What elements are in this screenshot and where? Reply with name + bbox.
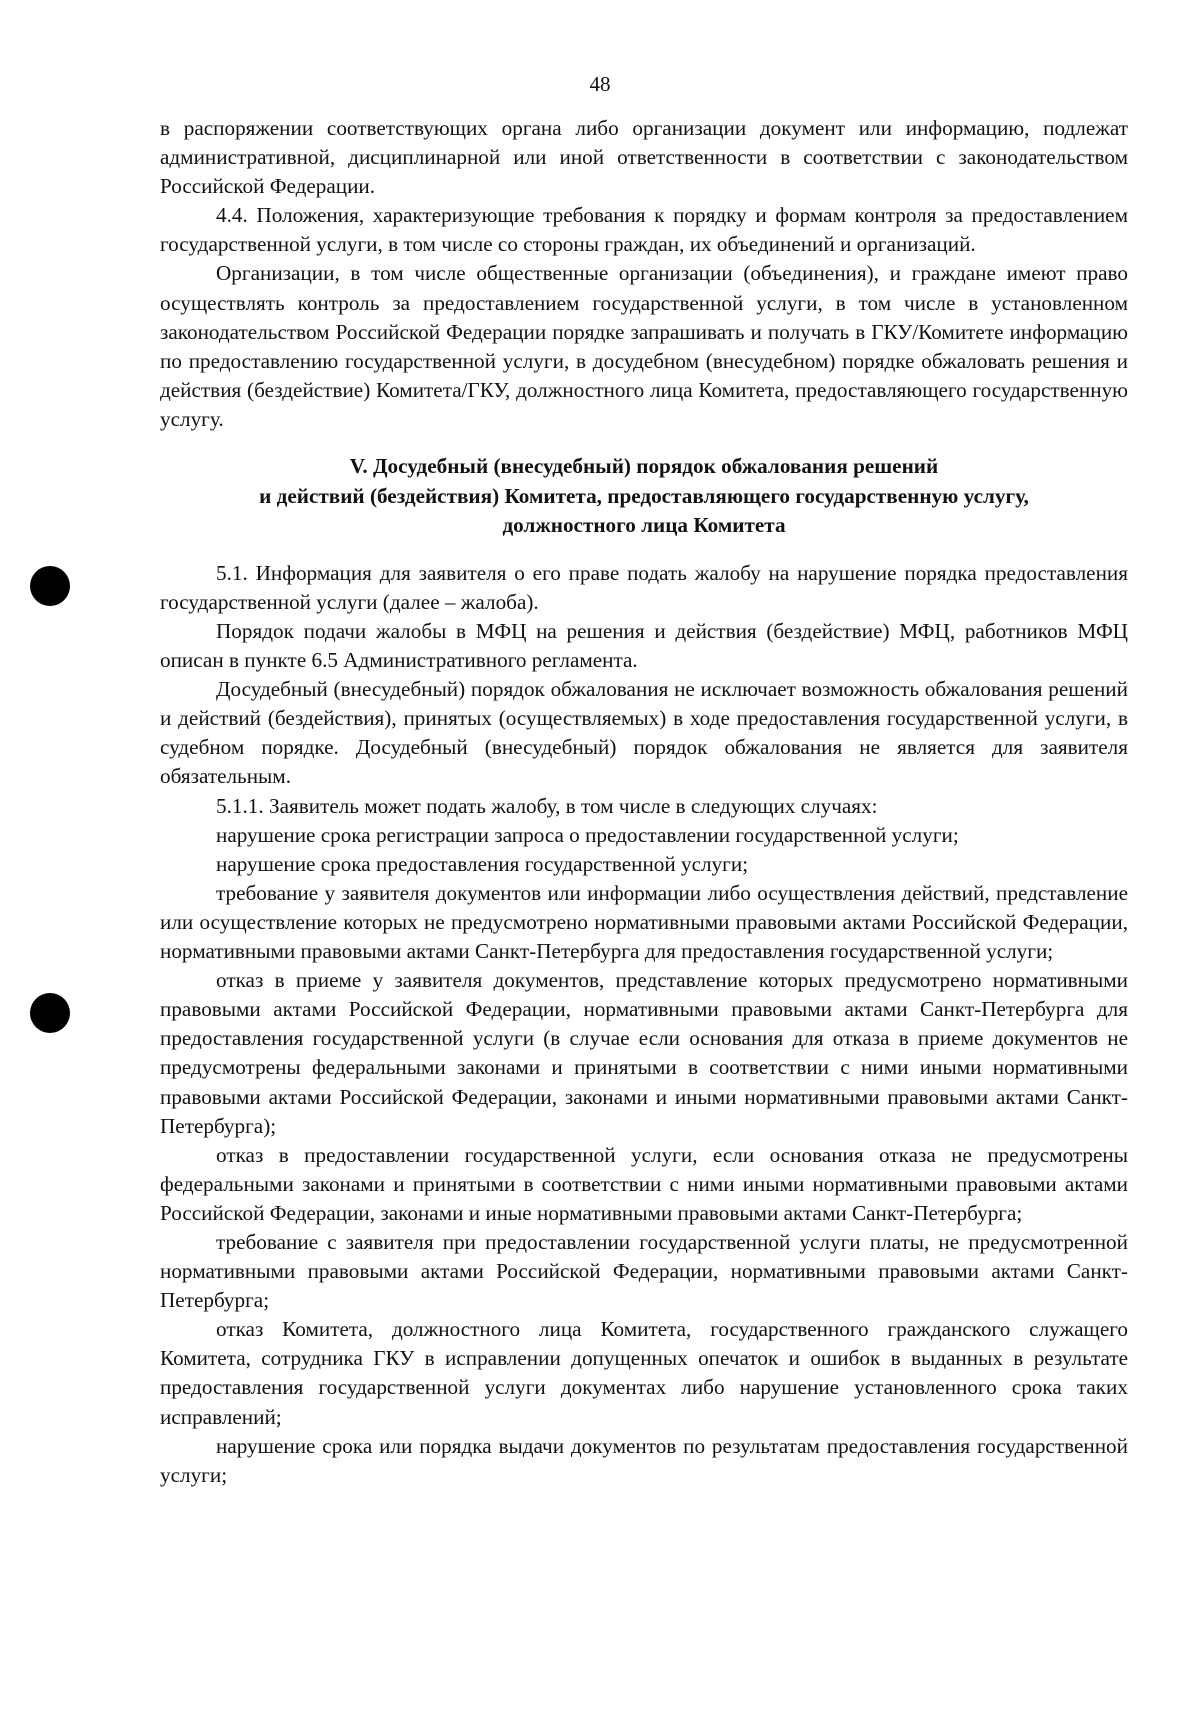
paragraph: Досудебный (внесудебный) порядок обжалования не исключает возможность обжалования решений и действий (бездействия), принятых (осуществляемых) в ходе предоставления государственной услуги, в судебном порядке. Досудебный (внесудебный) порядок обжалования не является для заявителя обязательным.: [160, 677, 1128, 789]
document-body: [160, 114, 1128, 1490]
section-heading-line-3: должностного лица Комитета: [502, 513, 786, 538]
paragraph: требование с заявителя при предоставлении государственной услуги платы, не предусмотренной нормативными правовыми актами Российской Федерации, нормативными правовыми актами Санкт-Петербурга;: [160, 1229, 1128, 1313]
paragraph: нарушение срока или порядка выдачи документов по результатам предоставления государственной услуги;: [160, 1433, 1128, 1487]
paragraph: 5.1. Информация для заявителя о его праве подать жалобу на нарушение порядка предоставления государственной услуги (далее – жалоба).: [160, 560, 1128, 614]
paragraph: нарушение срока предоставления государственной услуги;: [216, 851, 749, 876]
section-heading: [160, 452, 1128, 541]
paragraph: в распоряжении соответствующих органа либо организации документ или информацию, подлежат административной, дисциплинарной или иной ответственности в соответствии с законодательством Российской Федерации.: [160, 116, 1128, 199]
paragraph: Порядок подачи жалобы в МФЦ на решения и действия (бездействие) МФЦ, работников МФЦ описан в пункте 6.5 Административного регламента.: [160, 619, 1128, 673]
paragraph: нарушение срока регистрации запроса о предоставлении государственной услуги;: [216, 822, 959, 847]
paragraph: 5.1.1. Заявитель может подать жалобу, в том числе в следующих случаях:: [216, 793, 878, 818]
paragraph: Организации, в том числе общественные организации (объединения), и граждане имеют право осуществлять контроль за предоставлением государственной услуги, в том числе в установленном законодательством Российской Федерации порядке запрашивать и получать в ГКУ/Комитете информацию по предоставлению государственной услуги, в досудебном (внесудебном) порядке обжаловать решения и действия (бездействие) Комитета/ГКУ, должностного лица Комитета, предоставляющего государственную услугу.: [160, 261, 1128, 431]
spacer: [160, 541, 1128, 559]
punch-hole-top: [30, 566, 70, 606]
paragraph: требование у заявителя документов или информации либо осуществления действий, представление или осуществление которых не предусмотрено нормативными правовыми актами Российской Федерации, нормативными правовыми актами Санкт-Петербурга для предоставления государственной услуги;: [160, 880, 1128, 964]
section-iv-end: [160, 114, 1128, 434]
section-heading-line-1: V. Досудебный (внесудебный) порядок обжалования решений: [349, 454, 939, 479]
page-number: 48: [589, 72, 611, 96]
paragraph: отказ в предоставлении государственной услуги, если основания отказа не предусмотрены федеральными законами и принятыми в соответствии с ними иными нормативными правовыми актами Российской Федерации, законами и иные нормативными правовыми актами Санкт-Петербурга;: [160, 1142, 1128, 1225]
section-heading-line-2: и действий (бездействия) Комитета, предоставляющего государственную услугу,: [259, 483, 1029, 508]
punch-hole-bottom: [30, 993, 70, 1033]
paragraph: отказ в приеме у заявителя документов, представление которых предусмотрено нормативными правовыми актами Российской Федерации, нормативными правовыми актами Санкт-Петербурга для предоставления государственной услуги (в случае если основания для отказа в приеме документов не предусмотрены федеральными законами и принятыми в соответствии с ними иными нормативными правовыми актами Российской Федерации, законами и иными нормативными правовыми актами Санкт-Петербурга);: [160, 968, 1128, 1138]
section-v-body: [160, 559, 1128, 1490]
paragraph: отказ Комитета, должностного лица Комитета, государственного гражданского служащего Комитета, сотрудника ГКУ в исправлении допущенных опечаток и ошибок в выданных в результате предоставления государственной услуги документах либо нарушение установленного срока таких исправлений;: [160, 1317, 1128, 1429]
paragraph: 4.4. Положения, характеризующие требования к порядку и формам контроля за предоставлением государственной услуги, в том числе со стороны граждан, их объединений и организаций.: [160, 203, 1128, 257]
